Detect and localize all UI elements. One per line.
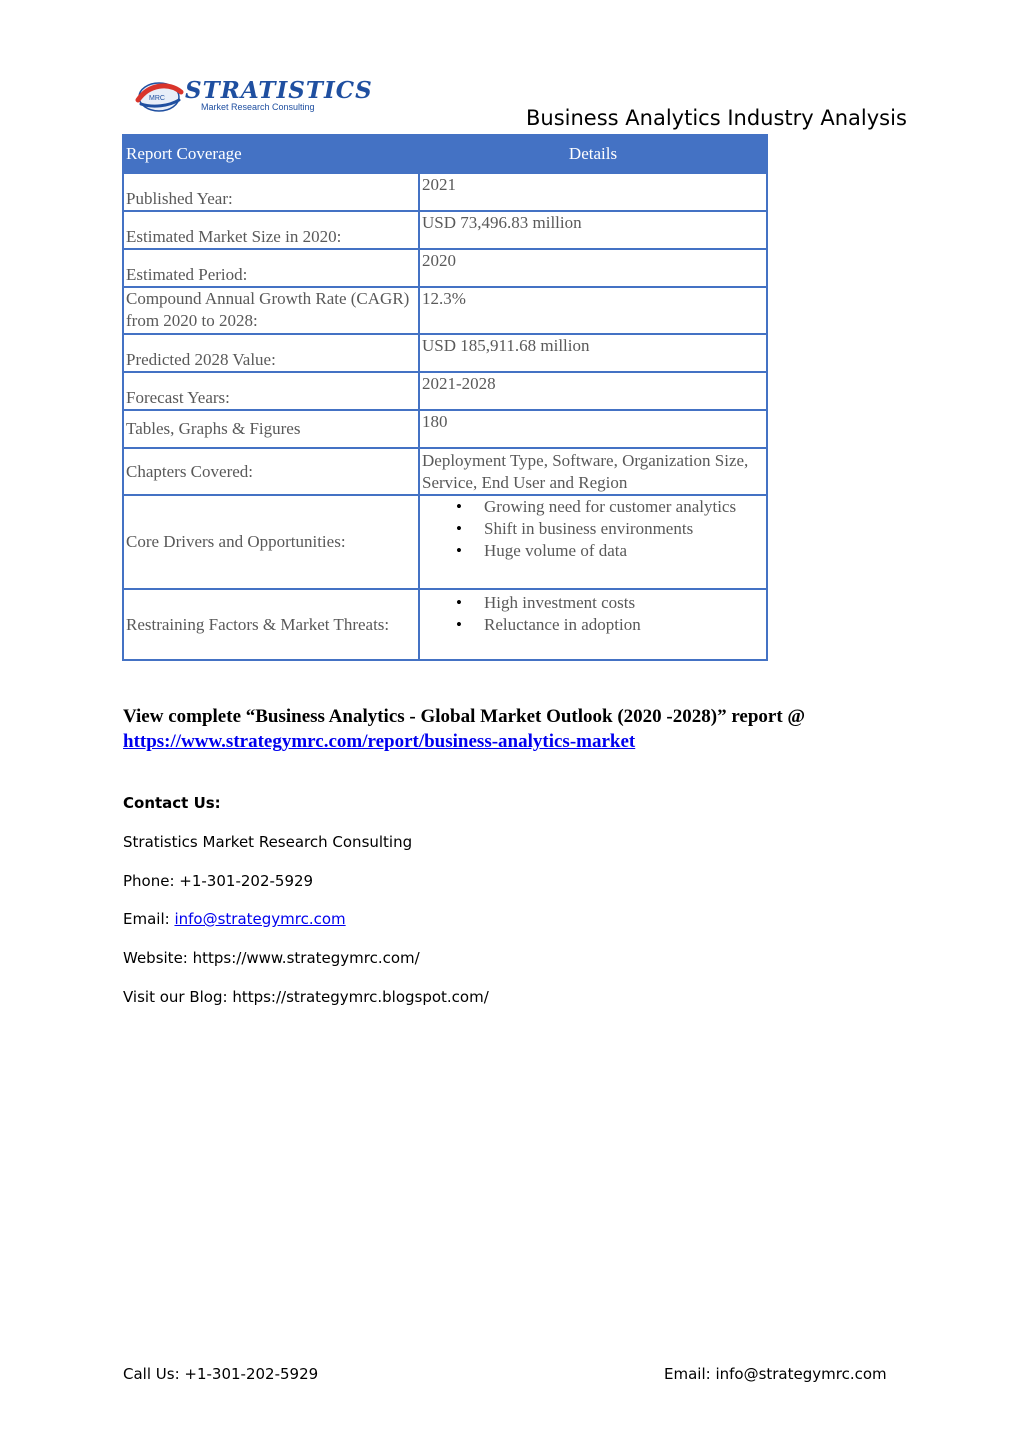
contact-blog: Visit our Blog: https://strategymrc.blogspot.com/ — [123, 988, 489, 1006]
report-coverage-table — [122, 134, 768, 661]
row-value: USD 73,496.83 million — [419, 211, 767, 249]
row-label: Restraining Factors & Market Threats: — [123, 589, 419, 660]
footer-email: Email: info@strategymrc.com — [664, 1365, 887, 1383]
logo-tagline: Market Research Consulting — [201, 102, 315, 112]
row-label: Tables, Graphs & Figures — [123, 410, 419, 448]
restraints-list — [422, 590, 764, 636]
row-label: Compound Annual Growth Rate (CAGR) from 2020 to 2028: — [123, 287, 419, 334]
row-value-list — [419, 589, 767, 660]
drivers-list — [422, 496, 764, 562]
table-row — [123, 589, 767, 660]
contact-email-link[interactable]: info@strategymrc.com — [174, 910, 346, 928]
row-value-list — [419, 495, 767, 589]
row-label: Published Year: — [123, 173, 419, 211]
row-label: Estimated Market Size in 2020: — [123, 211, 419, 249]
list-item: • High investment costs — [484, 592, 764, 614]
contact-company: Stratistics Market Research Consulting — [123, 833, 413, 851]
row-value: USD 185,911.68 million — [419, 334, 767, 372]
list-item: • Growing need for customer analytics — [484, 496, 764, 518]
row-label: Core Drivers and Opportunities: — [123, 495, 419, 589]
table-row — [123, 287, 767, 334]
table-row — [123, 334, 767, 372]
list-item: • Reluctance in adoption — [484, 614, 764, 636]
list-item: • Shift in business environments — [484, 518, 764, 540]
report-link[interactable]: https://www.strategymrc.com/report/business-analytics-market — [123, 731, 636, 752]
column-header-report-coverage: Report Coverage — [123, 135, 419, 173]
header-title: Business Analytics Industry Analysis — [526, 106, 907, 130]
row-label: Predicted 2028 Value: — [123, 334, 419, 372]
table-row — [123, 211, 767, 249]
footer-call: Call Us: +1-301-202-5929 — [123, 1365, 319, 1383]
report-callout — [123, 704, 913, 754]
contact-heading: Contact Us: — [123, 794, 221, 812]
row-value: 2021 — [419, 173, 767, 211]
table-row — [123, 372, 767, 410]
table-row — [123, 173, 767, 211]
row-label: Chapters Covered: — [123, 448, 419, 495]
row-value: 2021-2028 — [419, 372, 767, 410]
list-item: • Huge volume of data — [484, 540, 764, 562]
row-value: 12.3% — [419, 287, 767, 334]
table-row — [123, 249, 767, 287]
row-value: Deployment Type, Software, Organization Size, Service, End User and Region — [419, 448, 767, 495]
table-row — [123, 410, 767, 448]
row-label: Estimated Period: — [123, 249, 419, 287]
row-value: 180 — [419, 410, 767, 448]
contact-email-line — [123, 910, 346, 928]
report-callout-text: View complete “Business Analytics - Global Market Outlook (2020 -2028)” report @ — [123, 706, 806, 727]
column-header-details: Details — [419, 135, 767, 173]
table-header-row — [123, 135, 767, 173]
stratistics-logo — [135, 77, 373, 116]
table-row — [123, 495, 767, 589]
logo-wordmark: STRATISTICS — [185, 77, 373, 104]
row-value: 2020 — [419, 249, 767, 287]
contact-website: Website: https://www.strategymrc.com/ — [123, 949, 420, 967]
contact-email-label: Email: — [123, 910, 175, 928]
logo-badge: MRC — [149, 95, 165, 102]
row-label: Forecast Years: — [123, 372, 419, 410]
table-row — [123, 448, 767, 495]
contact-phone: Phone: +1-301-202-5929 — [123, 872, 314, 890]
